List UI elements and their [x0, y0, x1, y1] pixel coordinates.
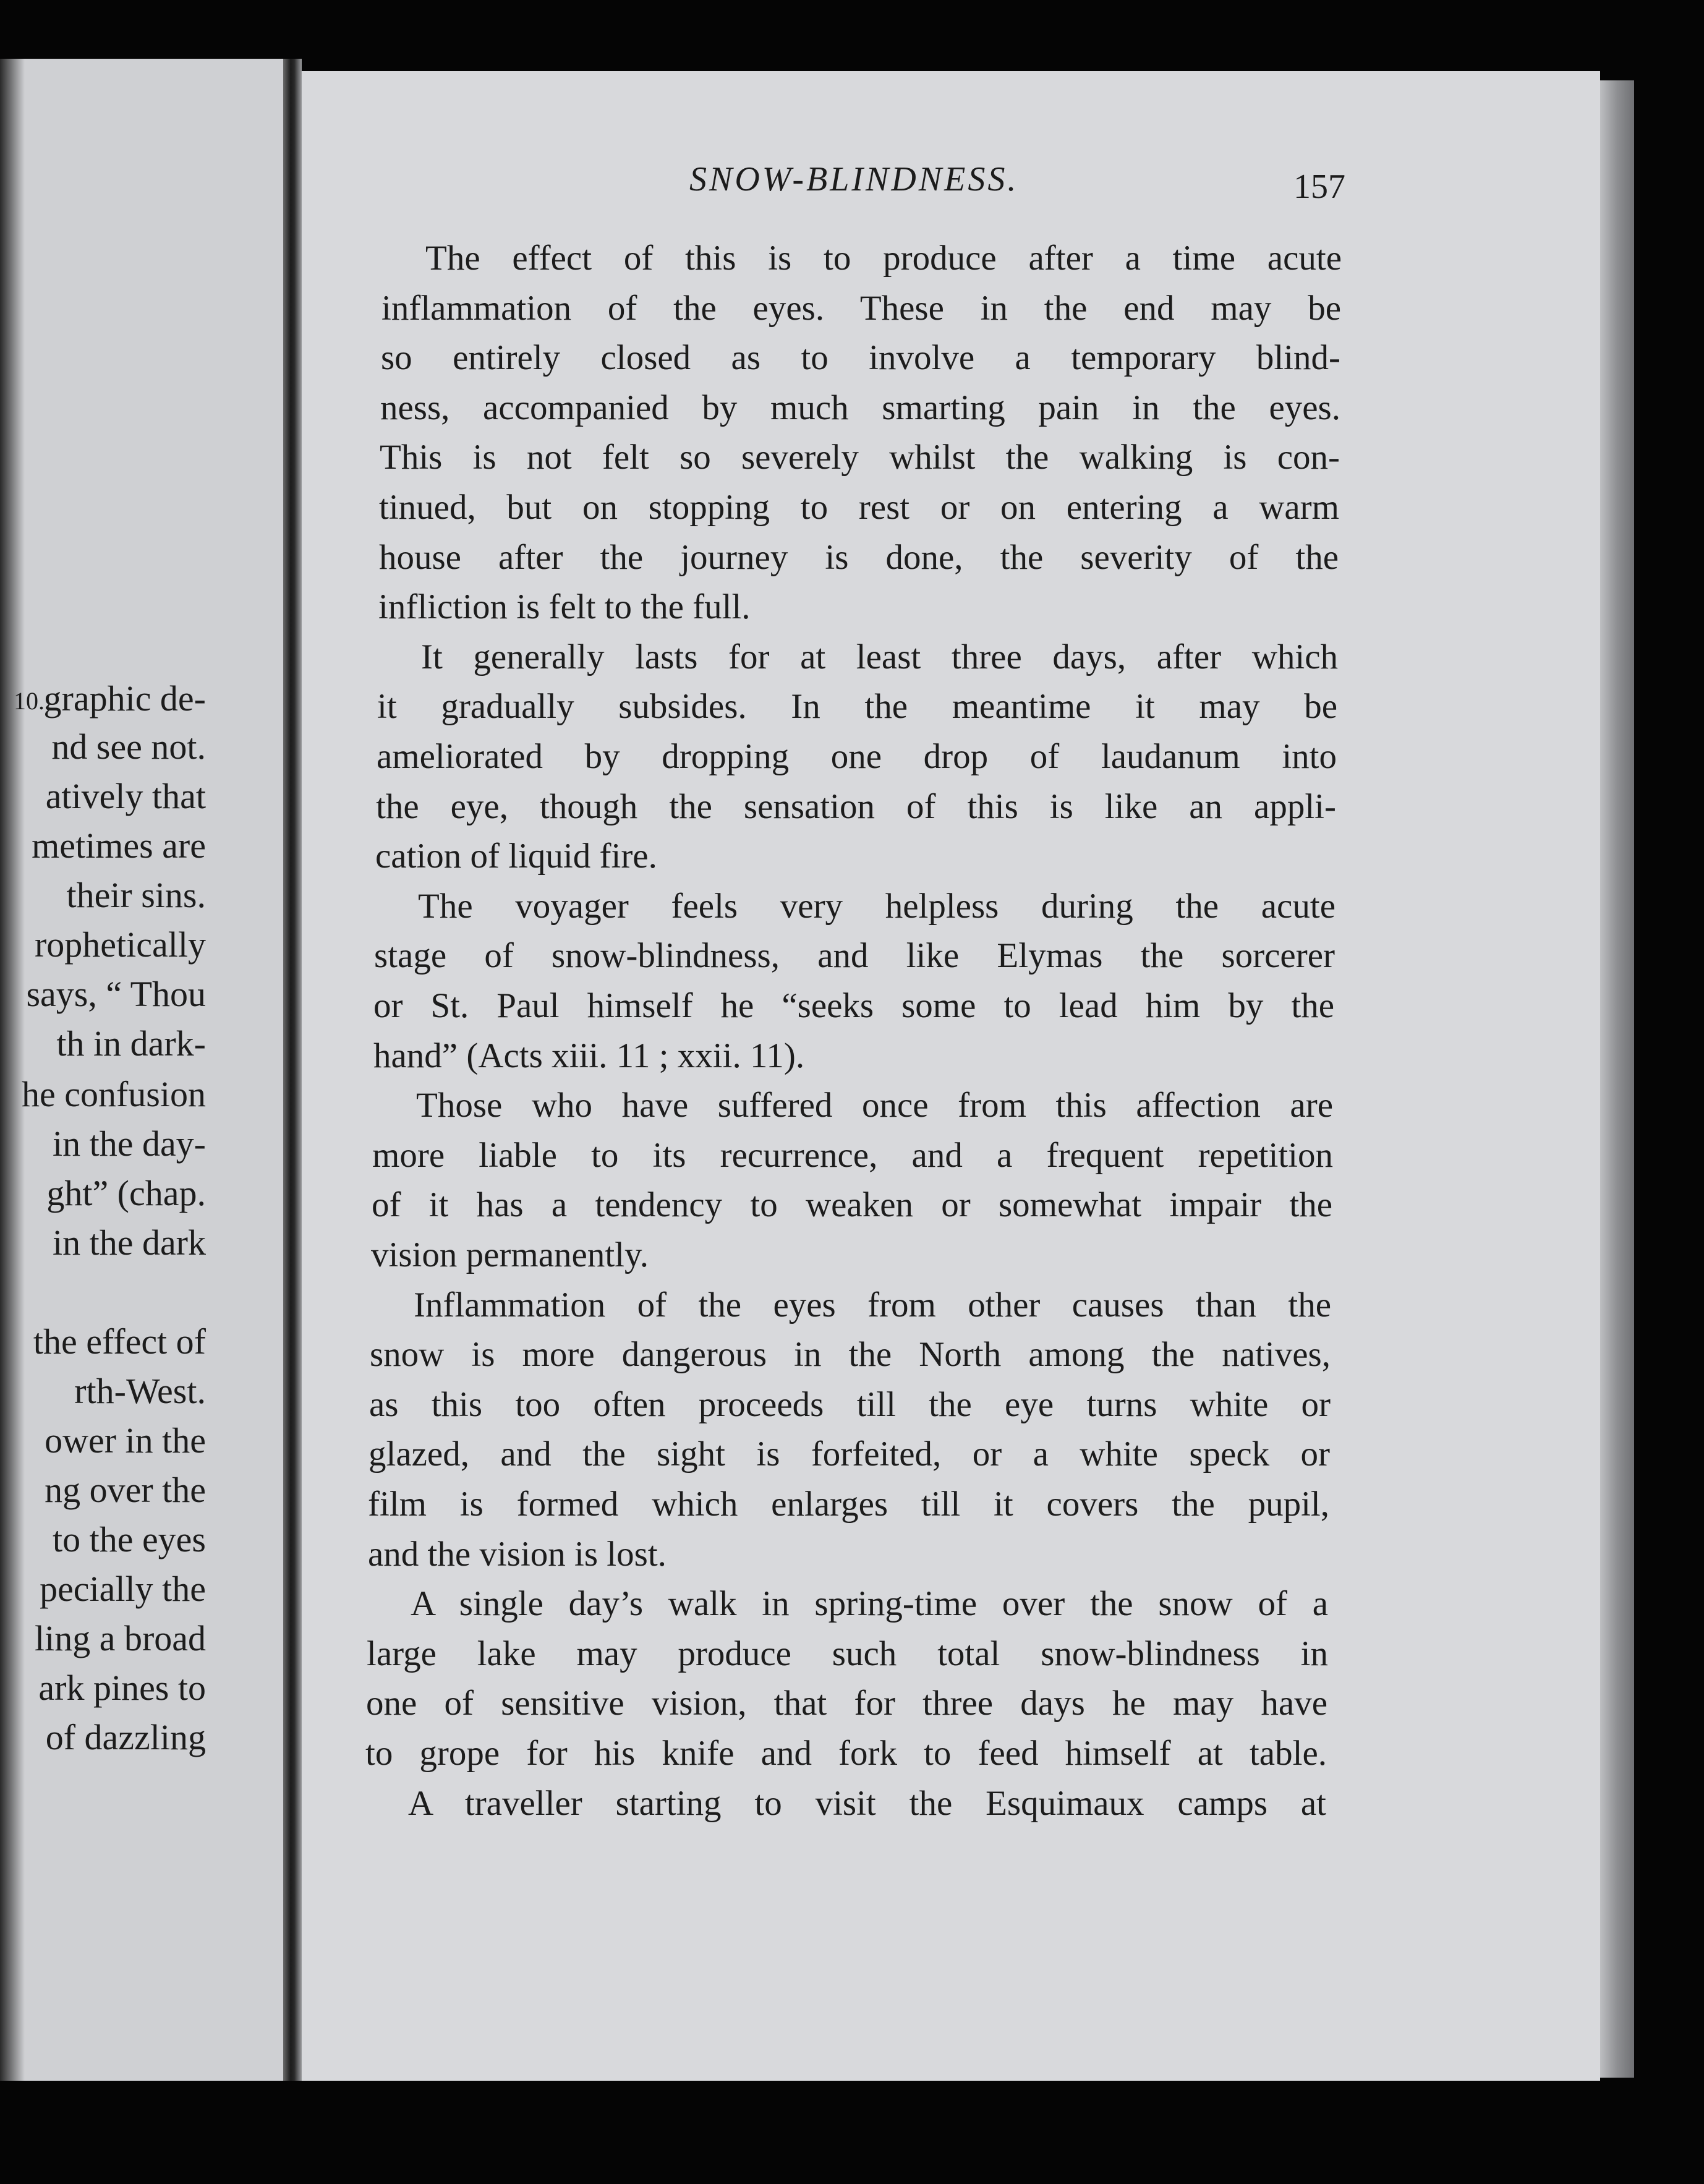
- body-text-line: A single day’s walk in spring-time over the snow of a: [411, 1584, 1328, 1624]
- body-text-line: Those who have suffered once from this affection are: [416, 1086, 1333, 1125]
- body-text-line: snow is more dangerous in the North among the natives,: [370, 1335, 1331, 1375]
- body-text-line: as this too often proceeds till the eye turns white or: [369, 1384, 1331, 1424]
- page-stack-edge: [1600, 80, 1634, 2078]
- left-text-line: of dazzling: [45, 1717, 206, 1757]
- left-text-line: nd see not.: [51, 727, 206, 767]
- left-text-line: he confusion: [22, 1074, 206, 1114]
- body-text-line: glazed, and the sight is forfeited, or a white speck or: [368, 1435, 1330, 1474]
- left-text-line: th in dark-: [56, 1023, 206, 1064]
- body-text-line: film is formed which enlarges till it covers the pupil,: [368, 1485, 1329, 1524]
- left-text-line: in the day-: [52, 1124, 206, 1164]
- body-text-line: This is not felt so severely whilst the walking is con-: [380, 438, 1340, 477]
- left-text-line: ling a broad: [34, 1618, 206, 1658]
- left-text-line: says, “ Thou: [26, 974, 206, 1014]
- book-gutter: [283, 59, 302, 2081]
- left-page-number: 10.: [14, 687, 45, 715]
- left-text-line: ark pines to: [38, 1668, 206, 1708]
- left-text-line: graphic de-: [43, 678, 206, 719]
- body-text-line: house after the journey is done, the severity of the: [379, 537, 1339, 577]
- left-text-line: rophetically: [34, 924, 206, 965]
- page-number: 157: [1293, 168, 1345, 206]
- left-text-line: ng over the: [45, 1470, 206, 1510]
- body-text-line: and the vision is lost.: [368, 1534, 667, 1574]
- body-text-line: tinued, but on stopping to rest or on entering a warm: [379, 488, 1339, 527]
- body-text-line: or St. Paul himself he “seeks some to lead him by the: [373, 986, 1334, 1025]
- left-text-line: atively that: [45, 776, 206, 816]
- left-text-line: ower in the: [45, 1420, 206, 1461]
- body-text-line: large lake may produce such total snow-blindness in: [367, 1634, 1328, 1673]
- body-text-line: Inflammation of the eyes from other causes than the: [414, 1285, 1331, 1324]
- body-text-line: it gradually subsides. In the meantime it may be: [377, 687, 1337, 727]
- body-text-line: ness, accompanied by much smarting pain in the eyes.: [380, 388, 1340, 427]
- body-text-line: so entirely closed as to involve a temporary blind-: [381, 338, 1340, 378]
- body-text-line: of it has a tendency to weaken or somewhat impair the: [372, 1185, 1332, 1225]
- body-text-line: A traveller starting to visit the Esquimaux camps at: [408, 1783, 1326, 1823]
- left-text-line: rth-West.: [74, 1371, 206, 1411]
- left-text-line: to the eyes: [52, 1519, 206, 1559]
- left-text-line: their sins.: [66, 875, 206, 915]
- body-text-line: ameliorated by dropping one drop of laudanum into: [377, 737, 1337, 776]
- body-text-line: more liable to its recurrence, and a frequent repetition: [372, 1135, 1333, 1175]
- body-text-line: to grope for his knife and fork to feed himself at table.: [365, 1734, 1327, 1773]
- body-text-line: stage of snow-blindness, and like Elymas the sorcerer: [374, 936, 1335, 976]
- body-text-line: hand” (Acts xiii. 11 ; xxii. 11).: [373, 1036, 805, 1075]
- body-text-line: infliction is felt to the full.: [378, 587, 751, 627]
- left-text-line: metimes are: [32, 825, 206, 866]
- left-text-line: the effect of: [33, 1321, 206, 1362]
- body-text-line: inflammation of the eyes. These in the end may be: [381, 288, 1341, 328]
- running-header: SNOW-BLINDNESS.: [689, 160, 1019, 198]
- left-text-line: pecially the: [40, 1569, 206, 1609]
- body-text-line: vision permanently.: [371, 1235, 649, 1274]
- body-text-line: It generally lasts for at least three days, after which: [421, 637, 1338, 676]
- body-text-line: one of sensitive vision, that for three days he may have: [366, 1684, 1327, 1723]
- left-text-line: ght” (chap.: [46, 1173, 206, 1213]
- body-text-line: The effect of this is to produce after a time acute: [425, 239, 1342, 278]
- body-text-line: cation of liquid fire.: [375, 837, 657, 876]
- body-text-line: the eye, though the sensation of this is like an appli-: [376, 787, 1336, 826]
- body-text-line: The voyager feels very helpless during the acute: [418, 886, 1336, 926]
- left-page: [0, 59, 283, 2081]
- left-text-line: in the dark: [52, 1222, 206, 1263]
